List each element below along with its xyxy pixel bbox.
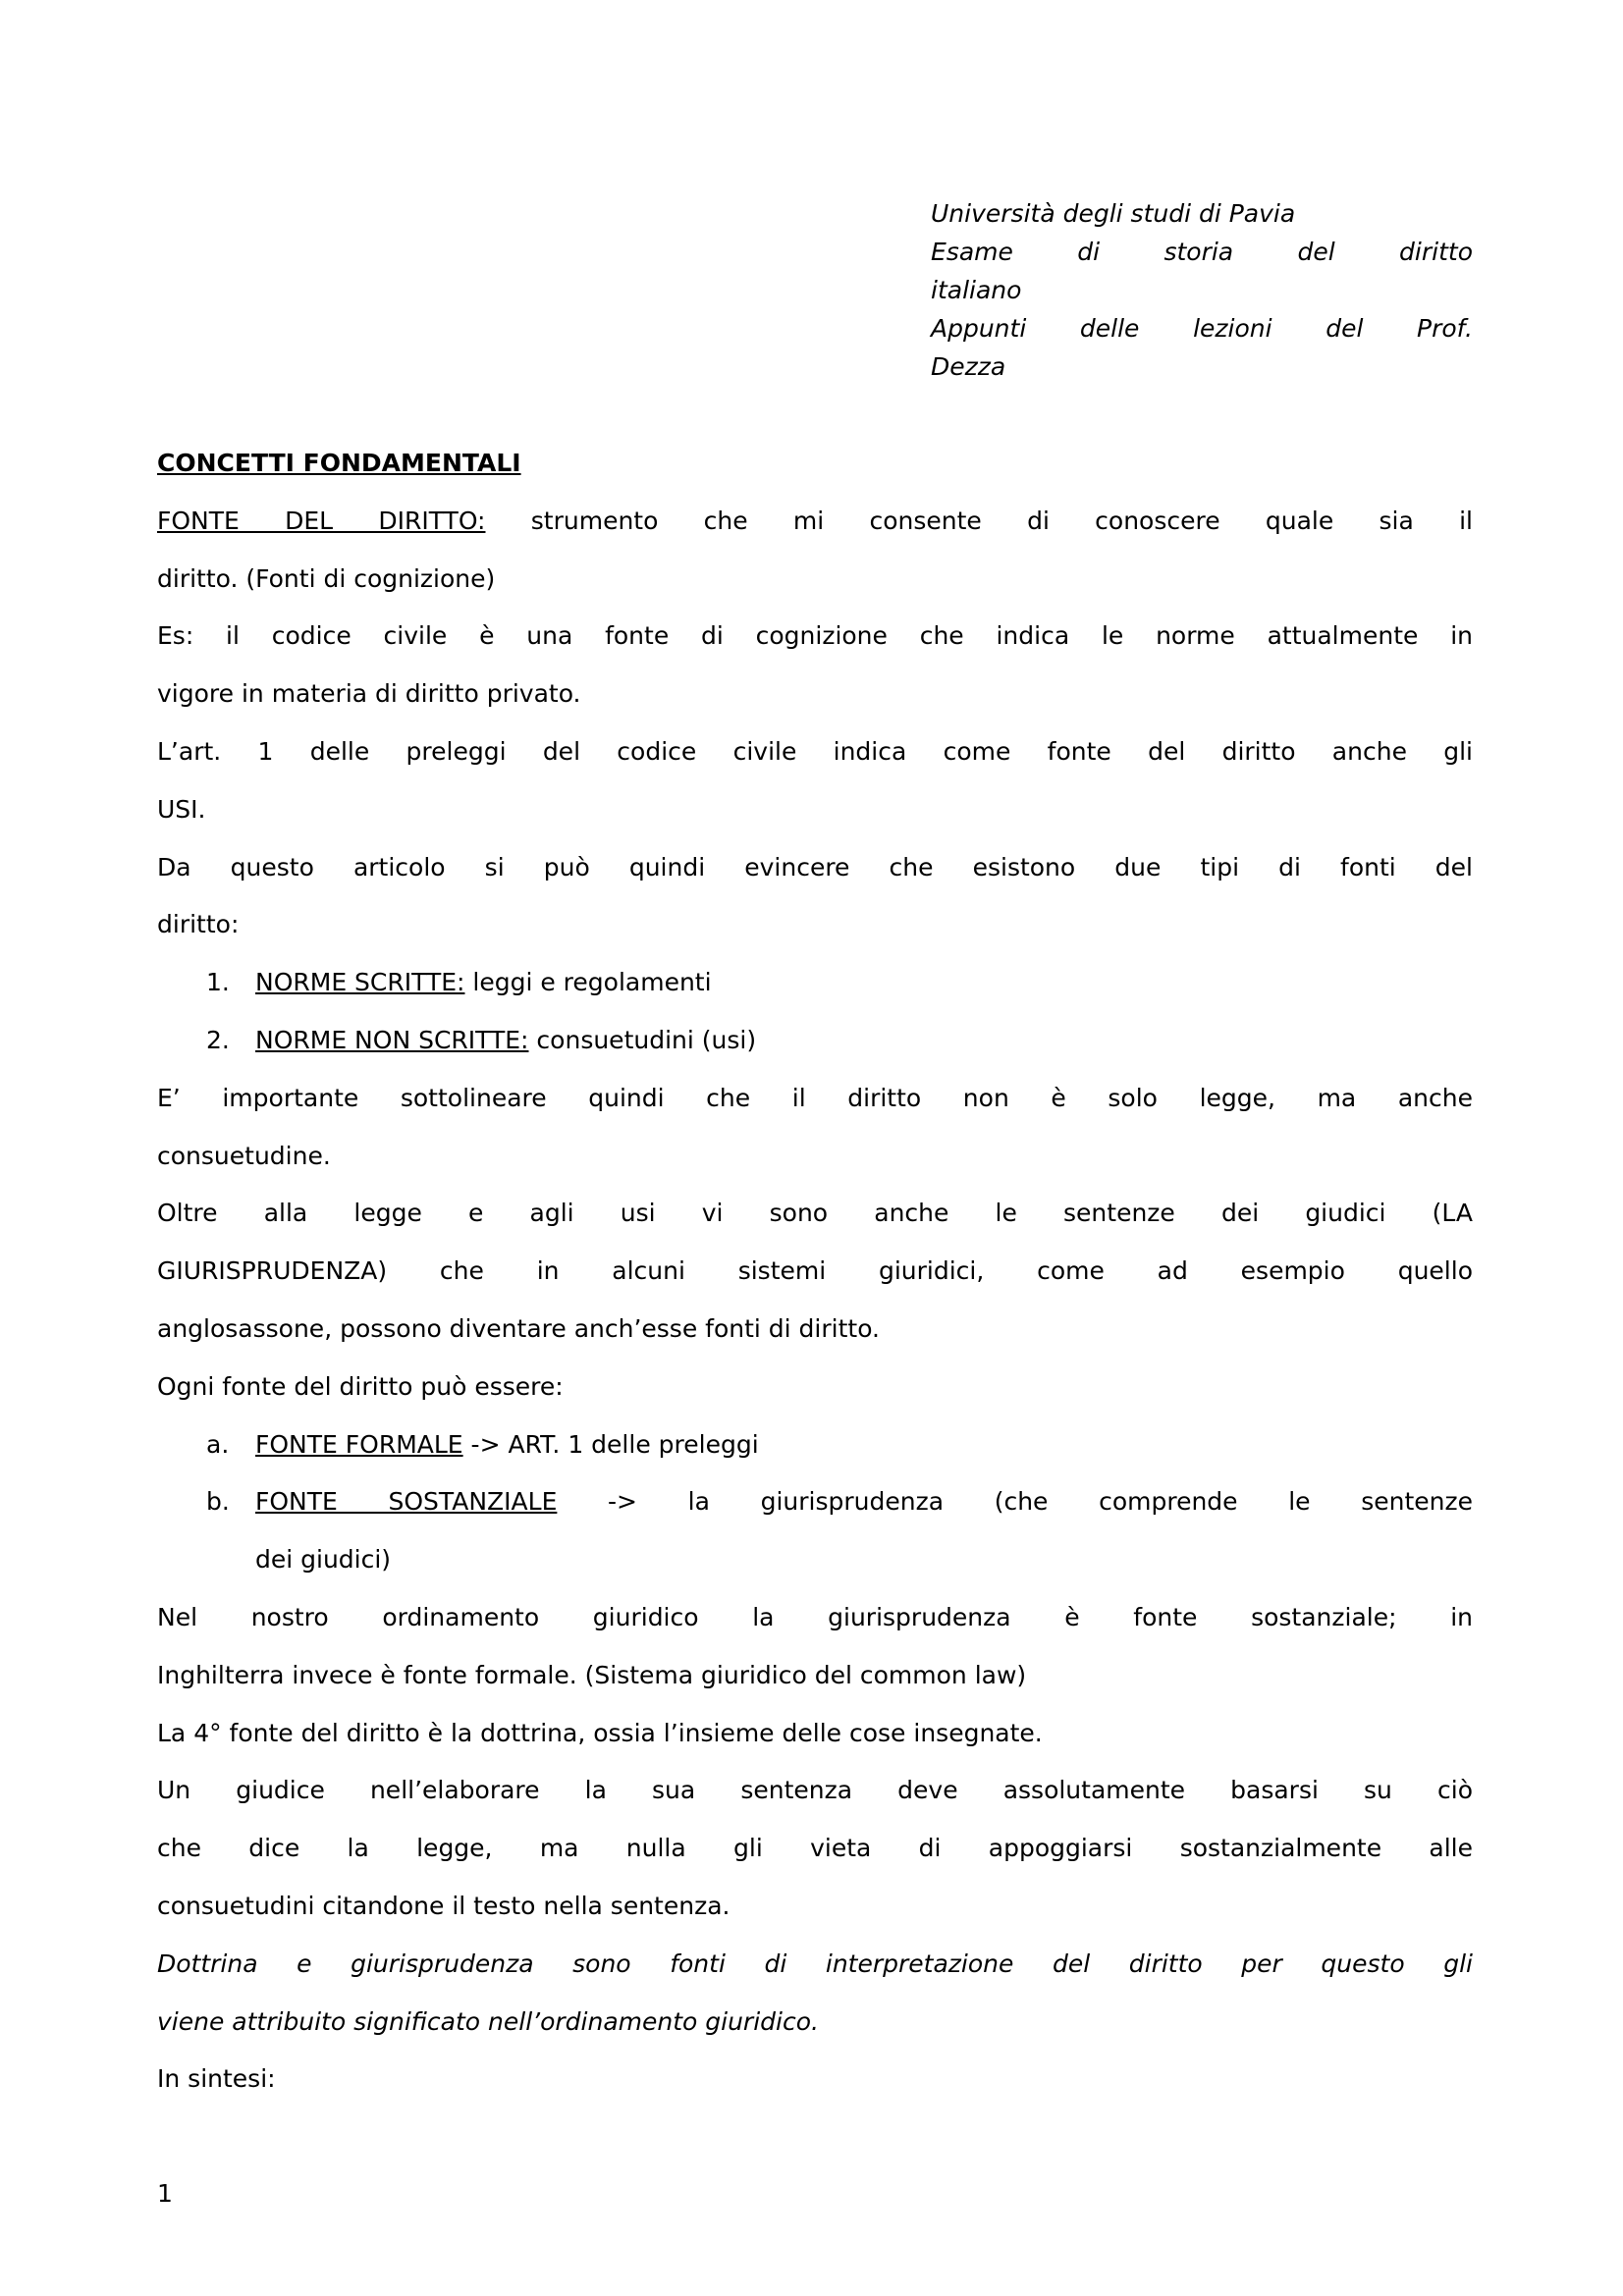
page-number: 1	[157, 2179, 173, 2208]
list-item	[157, 954, 1473, 1012]
list-item	[157, 1416, 1473, 1474]
line-text: GIURISPRUDENZA) che in alcuni sistemi giuridici, come ad esempio quello	[157, 1256, 1473, 1286]
text-line	[157, 666, 1473, 723]
text-line	[157, 1185, 1473, 1243]
list-marker: 2.	[206, 1025, 230, 1054]
header-line: Dezza	[931, 352, 1006, 381]
text-line	[157, 1128, 1473, 1186]
line-text: dei giudici)	[255, 1545, 392, 1575]
text-line	[157, 1359, 1473, 1416]
line-text: consuetudini citandone il testo nella sentenza.	[157, 1891, 730, 1920]
underlined-term: NORME NON SCRITTE:	[255, 1025, 529, 1054]
list-marker: a.	[206, 1429, 230, 1459]
line-text: diritto. (Fonti di cognizione)	[157, 563, 496, 593]
line-text: viene attribuito significato nell’ordinamento giuridico.	[157, 2006, 819, 2036]
list-marker: b.	[206, 1487, 230, 1517]
line-text: consuetudini (usi)	[528, 1025, 757, 1054]
text-line	[157, 839, 1473, 897]
text-line	[157, 896, 1473, 954]
line-text: Es: il codice civile è una fonte di cognizione che indica le norme attualmente in	[157, 621, 1473, 651]
section-heading	[157, 435, 1473, 493]
line-text: strumento che mi consente di conoscere quale sia il	[485, 506, 1473, 535]
line-text: -> ART. 1 delle preleggi	[462, 1429, 759, 1459]
line-text: Oltre alla legge e agli usi vi sono anche le sentenze dei giudici (LA	[157, 1199, 1473, 1228]
line-text: diritto:	[157, 910, 240, 939]
line-text: leggi e regolamenti	[464, 968, 712, 997]
text-line	[157, 551, 1473, 609]
line-text: Da questo articolo si può quindi evincere che esistono due tipi di fonti del	[157, 852, 1473, 881]
list-item	[157, 1473, 1473, 1531]
line-text: La 4° fonte del diritto è la dottrina, ossia l’insieme delle cose insegnate.	[157, 1718, 1043, 1747]
text-line	[157, 1531, 1473, 1589]
underlined-term: FONTE FORMALE	[255, 1429, 463, 1459]
document-body	[157, 435, 1473, 2109]
text-line	[157, 1647, 1473, 1705]
text-line	[157, 1936, 1473, 1994]
text-line	[157, 1878, 1473, 1936]
line-text: E’ importante sottolineare quindi che il diritto non è solo legge, ma anche	[157, 1083, 1473, 1112]
line-text: L’art. 1 delle preleggi del codice civile indica come fonte del diritto anche gli	[157, 736, 1473, 766]
text-line	[157, 1820, 1473, 1878]
line-text: Nel nostro ordinamento giuridico la giurisprudenza è fonte sostanziale; in	[157, 1602, 1473, 1631]
line-text: anglosassone, possono diventare anch’esse fonti di diritto.	[157, 1313, 880, 1343]
header-line: Università degli studi di Pavia	[931, 199, 1296, 228]
line-text: vigore in materia di diritto privato.	[157, 679, 581, 709]
text-line	[157, 493, 1473, 551]
heading-text: CONCETTI FONDAMENTALI	[157, 449, 521, 477]
text-line	[157, 723, 1473, 781]
underlined-term: NORME SCRITTE:	[255, 968, 465, 997]
text-line	[157, 1762, 1473, 1820]
underlined-term: FONTE DEL DIRITTO:	[157, 506, 486, 535]
line-text: consuetudine.	[157, 1141, 331, 1170]
line-text: che dice la legge, ma nulla gli vieta di appoggiarsi sostanzialmente alle	[157, 1834, 1473, 1863]
text-line	[157, 1070, 1473, 1128]
text-line	[157, 1301, 1473, 1359]
line-text: -> la giurisprudenza (che comprende le sentenze	[557, 1487, 1473, 1517]
text-line	[157, 1243, 1473, 1301]
line-text: Dottrina e giurisprudenza sono fonti di interpretazione del diritto per questo gli	[157, 1949, 1473, 1978]
text-line	[157, 781, 1473, 839]
header-line: Esame di storia del diritto	[931, 238, 1473, 266]
line-text: Un giudice nell’elaborare la sua sentenza deve assolutamente basarsi su ciò	[157, 1776, 1473, 1805]
list-marker: 1.	[206, 968, 230, 997]
text-line	[157, 1994, 1473, 2052]
line-text: Ogni fonte del diritto può essere:	[157, 1371, 564, 1401]
text-line	[157, 1705, 1473, 1763]
text-line	[157, 1589, 1473, 1647]
header-line: italiano	[931, 276, 1022, 304]
list-item	[157, 1012, 1473, 1070]
text-line	[157, 608, 1473, 666]
text-line	[157, 2051, 1473, 2109]
line-text: In sintesi:	[157, 2064, 276, 2094]
header-line: Appunti delle lezioni del Prof.	[931, 314, 1473, 343]
document-header	[931, 194, 1473, 386]
underlined-term: FONTE SOSTANZIALE	[255, 1487, 558, 1517]
line-text: USI.	[157, 794, 206, 824]
line-text: Inghilterra invece è fonte formale. (Sistema giuridico del common law)	[157, 1660, 1027, 1689]
